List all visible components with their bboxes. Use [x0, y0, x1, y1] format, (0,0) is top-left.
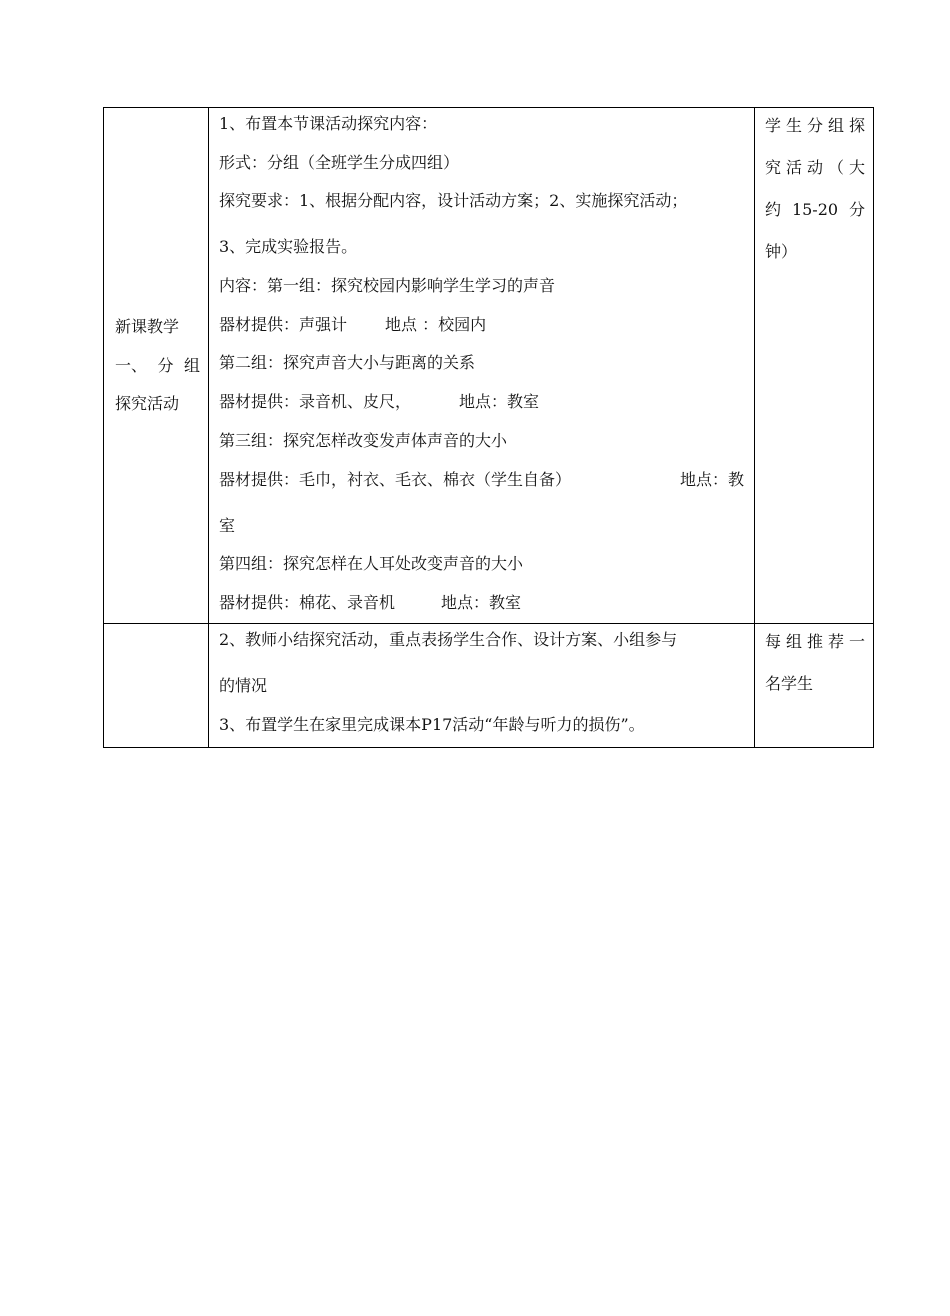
content-line: 3、完成实验报告。 — [219, 237, 358, 257]
section-cell — [104, 108, 209, 624]
content-line: 1、布置本节课活动探究内容： — [219, 114, 438, 133]
content-line: 器材提供：毛巾，衬衣、毛衣、棉衣（学生自备） 地点：教 — [219, 469, 744, 489]
activity-line: 钟） — [765, 242, 798, 261]
table-row — [104, 624, 874, 748]
activity-line: 究 活 动 （ 大 — [765, 158, 865, 177]
content-cell — [209, 624, 755, 748]
content-line: 器材提供：录音机、皮尺， 地点：教室 — [219, 392, 540, 412]
content-line: 3、布置学生在家里完成课本P17活动“年龄与听力的损伤”。 — [219, 714, 645, 734]
content-line: 第三组：探究怎样改变发声体声音的大小 — [219, 430, 508, 450]
content-line: 室 — [219, 515, 236, 535]
activity-cell — [755, 108, 874, 624]
table-row — [104, 108, 874, 624]
lesson-plan-table — [103, 107, 874, 748]
content-line: 器材提供：棉花、录音机 地点：教室 — [219, 592, 522, 612]
content-line: 第二组：探究声音大小与距离的关系 — [219, 353, 476, 373]
activity-line: 学 生 分 组 探 — [765, 116, 865, 135]
section-line: 一、 分 组 — [115, 355, 200, 375]
content-line: 内容：第一组：探究校园内影响学生学习的声音 — [219, 276, 556, 296]
activity-cell — [755, 624, 874, 748]
activity-line: 约 15-20 分 — [765, 200, 865, 219]
content-line: 第四组：探究怎样在人耳处改变声音的大小 — [219, 554, 524, 574]
section-cell — [104, 624, 209, 748]
content-line: 形式：分组（全班学生分成四组） — [219, 152, 460, 172]
activity-line: 每 组 推 荐 一 — [765, 632, 865, 651]
section-line: 新课教学 — [115, 316, 180, 336]
content-line: 探究要求：1、根据分配内容，设计活动方案；2、实施探究活动； — [219, 191, 688, 211]
content-cell — [209, 108, 755, 624]
content-line: 器材提供：声强计 地点 ：校园内 — [219, 314, 487, 334]
activity-line: 名学生 — [765, 674, 814, 693]
section-line: 探究活动 — [115, 394, 180, 414]
content-line: 的情况 — [219, 676, 268, 695]
content-line: 2、教师小结探究活动，重点表扬学生合作、设计方案、小组参与 — [219, 630, 678, 649]
